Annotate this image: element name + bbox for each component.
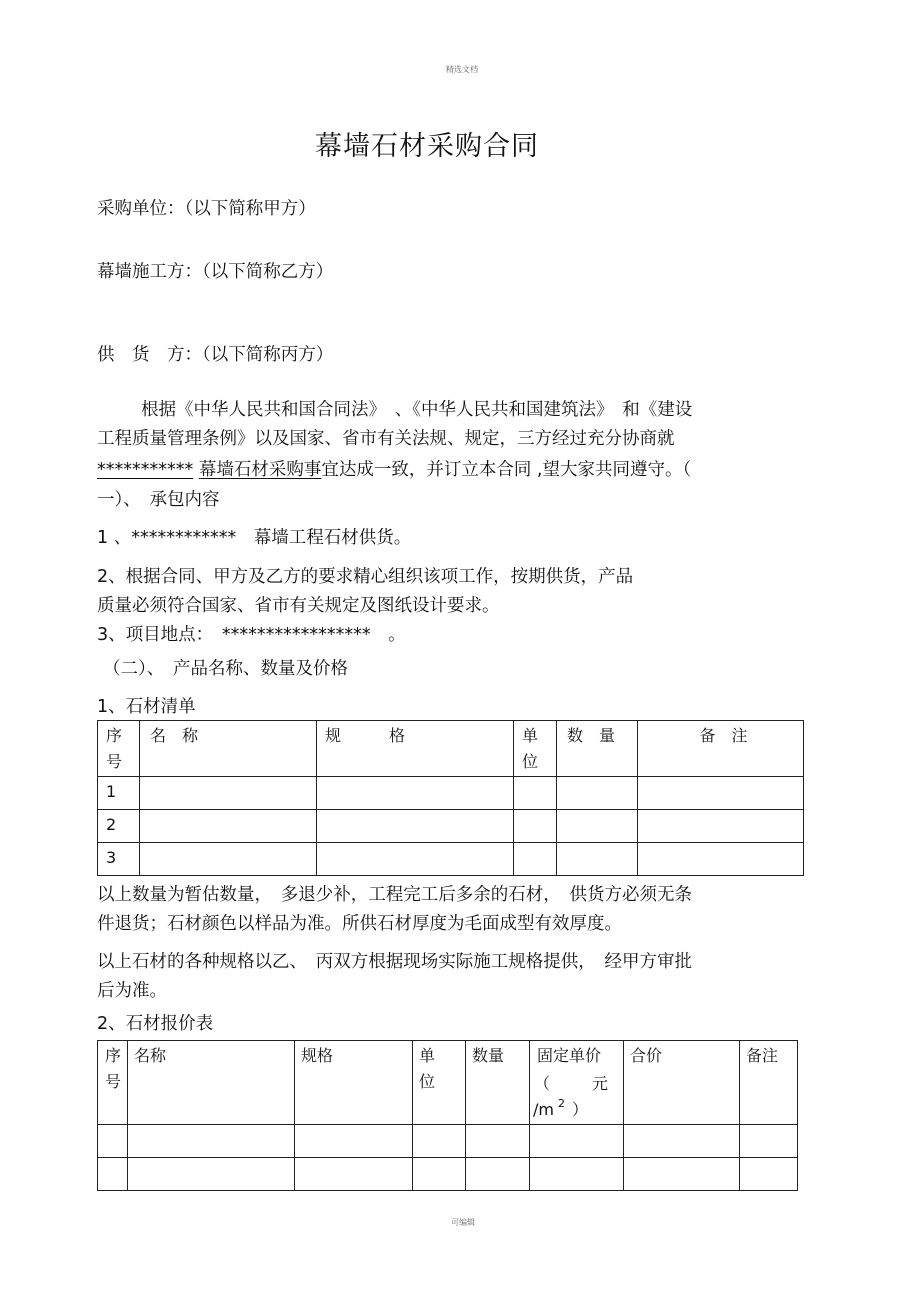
party-b-line: 幕墙施工方：（以下简称乙方） (97, 262, 334, 282)
party-c-line: 供 货 方：（以下简称丙方） (97, 345, 334, 365)
col-header-qty: 数 量 (567, 726, 616, 745)
item-1: 1 、************ 幕墙工程石材供货。 (97, 528, 412, 548)
col-header-spec: 规 格 (325, 726, 406, 745)
unit-price-sup: 2 (558, 1097, 565, 1110)
unit-price-yuan: 元 (592, 1074, 609, 1093)
unit-price-unit: /m (533, 1100, 554, 1119)
note-1-line-2: 件退货；石材颜色以样品为准。所供石材厚度为毛面成型有效厚度。 (97, 914, 622, 934)
col-header-index: 序号 (106, 726, 123, 771)
section1-heading: 一）、 承包内容 (97, 490, 220, 510)
item-2-line-2: 质量必须符合国家、省市有关规定及图纸设计要求。 (97, 596, 500, 616)
section2-heading: （二）、 产品名称、数量及价格 (103, 659, 348, 679)
col-header-remark: 备注 (746, 1046, 779, 1065)
table-row (98, 1158, 798, 1191)
unit-price-paren-open: （ (534, 1074, 551, 1093)
col-header-unit: 单位 (522, 726, 539, 771)
col-header-unit: 单位 (419, 1046, 436, 1091)
note-2-line-1: 以上石材的各种规格以乙、 丙双方根据现场实际施工规格提供， 经甲方审批 (97, 952, 692, 972)
col-header-name: 名 称 (150, 726, 199, 745)
quote-table-heading: 2、石材报价表 (97, 1014, 214, 1034)
party-a-line: 采购单位：（以下简称甲方） (97, 199, 316, 219)
col-header-remark: 备 注 (699, 726, 748, 745)
col-header-spec: 规格 (301, 1046, 334, 1065)
table-header-row (98, 1041, 798, 1125)
item-3: 3、项目地点： ***************** 。 (97, 625, 406, 645)
page-footer-note: 可编辑 (451, 1218, 475, 1227)
quote-table (97, 1040, 798, 1191)
unit-price-paren-close: ） (572, 1100, 589, 1119)
preamble-rest-text: 宜达成一致，并订立本合同 ,望大家共同遵守。（ (321, 460, 692, 480)
table-row (98, 810, 804, 843)
unit-price-label: 固定单价 (537, 1046, 602, 1065)
row-index: 2 (106, 815, 117, 834)
table-header-row (98, 721, 804, 777)
col-header-total: 合价 (630, 1046, 663, 1065)
preamble-underlined-text: 幕墙石材采购事 (198, 460, 322, 480)
page-title: 幕墙石材采购合同 (315, 131, 539, 162)
note-2-line-2: 后为准。 (97, 981, 167, 1001)
item-2-line-1: 2、根据合同、甲方及乙方的要求精心组织该项工作，按期供货，产品 (97, 567, 634, 587)
note-1-line-1: 以上数量为暂估数量， 多退少补，工程完工后多余的石材， 供货方必须无条 (97, 885, 692, 905)
table-row (98, 777, 804, 810)
preamble-stars: *********** (97, 460, 194, 480)
col-header-name: 名称 (134, 1046, 167, 1065)
col-header-unit-price (530, 1041, 623, 1121)
row-index: 1 (106, 782, 117, 801)
preamble-line-3 (97, 456, 691, 481)
preamble-line-2: 工程质量管理条例》以及国家、省市有关法规、规定，三方经过充分协商就 (97, 429, 675, 449)
table-row (98, 843, 804, 876)
row-index: 3 (106, 848, 117, 867)
stone-list-heading: 1、石材清单 (97, 697, 196, 717)
col-header-qty: 数量 (472, 1046, 505, 1065)
preamble-line-1: 根据《中华人民共和国合同法》 、《中华人民共和国建筑法》 和《建设 (141, 400, 693, 420)
stone-list-table (97, 720, 804, 876)
col-header-index: 序号 (105, 1046, 122, 1091)
table-row (98, 1125, 798, 1158)
page-header-note: 精选文档 (446, 65, 478, 74)
